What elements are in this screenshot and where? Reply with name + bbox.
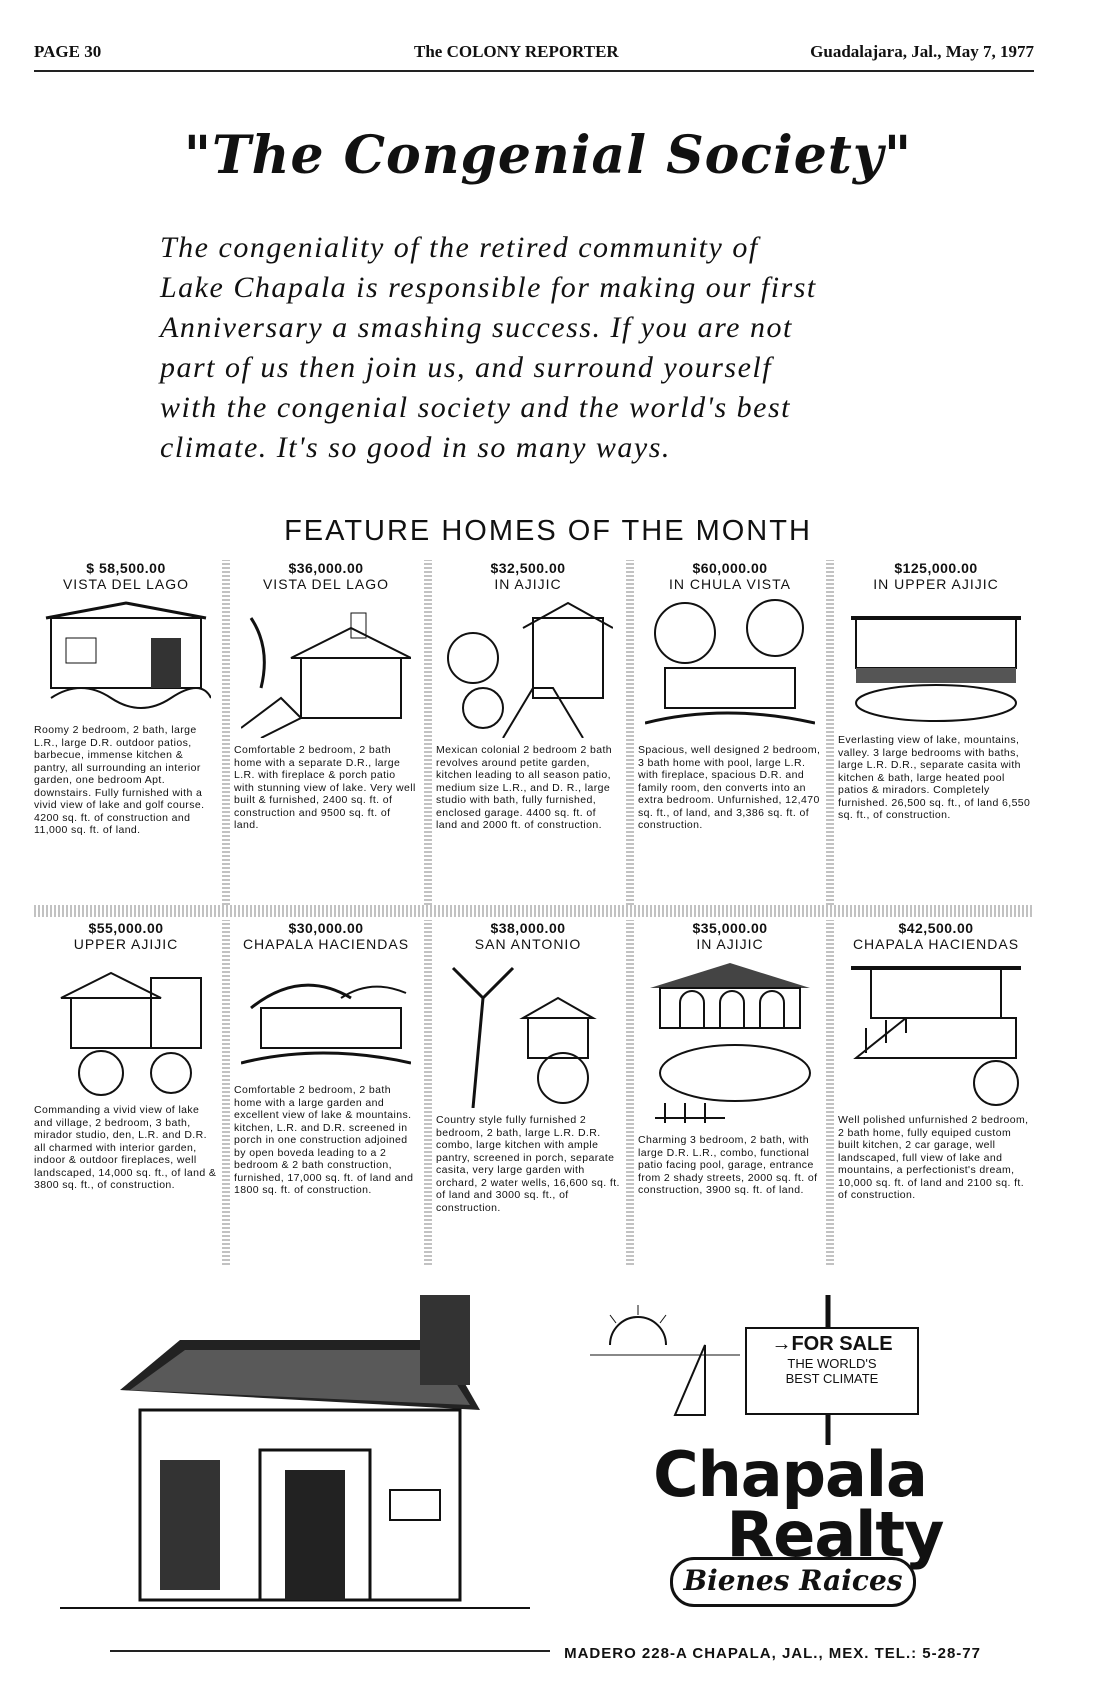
listing-location: IN CHULA VISTA: [669, 576, 791, 592]
column-divider: [424, 920, 432, 1265]
listing-description: Roomy 2 bedroom, 2 bath, large L.R., large D.R. outdoor patios, barbecue, immense kitchen & pantry, all surrounding an interior garden, one bedroom Apt. downstairs. Fully furnished with a vivid view of lake and golf course. 4200 sq. ft. of construction and 11,000 sq. ft. of land.: [34, 724, 205, 836]
header-rule: [34, 70, 1034, 72]
listing-description: Comfortable 2 bedroom, 2 bath home with a large garden and excellent view of lake & mountains. kitchen, L.R. and D.R. screened in porch in one construction adjoined by open boveda leading to a 2 bedroom & 2 bath construction, furnished, 17,000 sq. ft. of land and 1800 sq. ft. of construction.: [234, 1084, 414, 1196]
listing-card: [234, 920, 418, 1265]
listing-price: $35,000.00: [692, 920, 768, 936]
column-divider: [826, 920, 834, 1265]
listing-description: Well polished unfurnished 2 bedroom, 2 bath home, fully equiped custom built kitchen, 2 car garage, well landscaped, full view of lake and mountains, a perfectionist's dream, 10,000 sq. ft. of land and 2100 sq. ft. of construction.: [838, 1114, 1029, 1201]
column-divider: [222, 560, 230, 905]
listing-card: [436, 560, 620, 905]
page-number: PAGE 30: [34, 42, 102, 61]
listing-description: Charming 3 bedroom, 2 bath, with large D.R. L.R., combo, functional patio facing pool, garage, entrance from 2 shady streets, 2000 sq. ft. of construction, 3900 sq. ft. of land.: [638, 1134, 818, 1196]
listing-card: [436, 920, 620, 1265]
listing-price: $38,000.00: [490, 920, 566, 936]
house-sketch-image: [846, 958, 1026, 1108]
listing-location: IN AJIJIC: [494, 576, 562, 592]
listing-location: VISTA DEL LAGO: [262, 576, 390, 592]
listing-location: IN UPPER AJIJIC: [873, 576, 999, 592]
house-sketch-image: [645, 598, 815, 738]
brand-logo: [590, 1438, 990, 1571]
intro-paragraph: [160, 228, 930, 468]
dateline: Guadalajara, Jal., May 7, 1977: [810, 42, 1034, 61]
listing-location: CHAPALA HACIENDAS: [242, 936, 410, 952]
sign-line: BEST CLIMATE: [785, 1371, 879, 1386]
brand-name-line: Chapala: [653, 1438, 927, 1511]
house-sketch-image: [41, 598, 211, 718]
newspaper-name: The COLONY REPORTER: [414, 42, 619, 61]
intro-line: Anniversary a smashing success. If you are not: [160, 311, 793, 344]
listing-card: [234, 560, 418, 905]
column-divider: [626, 920, 634, 1265]
house-sketch-image: [241, 958, 411, 1078]
house-sketch-image: [241, 598, 411, 738]
house-sketch-image: [41, 958, 211, 1098]
intro-line: with the congenial society and the world's best: [160, 391, 792, 424]
house-sketch-image: [846, 598, 1026, 728]
realty-logo-block: [590, 1295, 990, 1595]
section-title: FEATURE HOMES OF THE MONTH: [284, 515, 812, 547]
listing-location: CHAPALA HACIENDAS: [852, 936, 1020, 952]
column-divider: [626, 560, 634, 905]
listing-card: [838, 920, 1034, 1265]
listing-price: $125,000.00: [894, 560, 978, 576]
for-sale-sign: [745, 1327, 919, 1415]
ad-headline: "The Congenial Society": [183, 125, 913, 186]
listing-card: [638, 920, 822, 1265]
listing-card: [838, 560, 1034, 905]
listing-description: Everlasting view of lake, mountains, valley. 3 large bedrooms with baths, large L.R. D.R., separate casita with kitchen & bath, large heated pool patios & miradors. Completely furnished. 26,500 sq. ft., of land 6,550 sq. ft., of construction.: [838, 734, 1031, 821]
masthead: [34, 42, 1034, 66]
listings-row-2: [34, 920, 1034, 1265]
listing-description: Country style fully furnished 2 bedroom, 2 bath, large L.R. D.R. combo, large kitchen with ample pantry, screened in porch, separate casita, very large garden with orchard, 2 water wells, 16,600 sq. ft. of land and 3000 sq. ft., of construction.: [436, 1114, 620, 1214]
listing-price: $42,500.00: [898, 920, 974, 936]
sign-line: THE WORLD'S: [787, 1356, 877, 1371]
intro-line: part of us then join us, and surround yourself: [160, 351, 773, 384]
row-divider: [34, 905, 1034, 917]
brand-name-line: Realty: [726, 1498, 944, 1571]
listings-row-1: [34, 560, 1034, 905]
intro-line: The congeniality of the retired community of: [160, 231, 759, 264]
listing-card: [34, 560, 218, 905]
column-divider: [424, 560, 432, 905]
listing-description: Spacious, well designed 2 bedroom, 3 bath home with pool, large L.R. with fireplace, spacious D.R. and family room, den converts into an extra bedroom. Unfurnished, 12,470 sq. ft., of land, and 3,386 sq. ft. of construction.: [638, 744, 821, 831]
listing-price: $30,000.00: [288, 920, 364, 936]
listing-location: IN AJIJIC: [696, 936, 764, 952]
house-sketch-image: [645, 958, 815, 1128]
listing-description: Comfortable 2 bedroom, 2 bath home with a separate D.R., large L.R. with fireplace & porch patio with stunning view of lake. Very well built & furnished, 2400 sq. ft. of construction and 9500 sq. ft. of land.: [234, 744, 416, 831]
listing-card: [638, 560, 822, 905]
office-building-sketch: [60, 1290, 530, 1620]
house-sketch-image: [443, 598, 613, 738]
column-divider: [826, 560, 834, 905]
intro-line: Lake Chapala is responsible for making our first: [160, 271, 817, 304]
for-sale-label: →FOR SALE: [771, 1333, 893, 1355]
listing-price: $36,000.00: [288, 560, 364, 576]
listing-card: [34, 920, 218, 1265]
listing-description: Mexican colonial 2 bedroom 2 bath revolves around petite garden, kitchen leading to all season patio, medium size L.R., and D. R., large studio with bath, fully furnished, enclosed garage. 4400 sq. ft. of land and 2000 ft. of construction.: [436, 744, 613, 831]
listing-price: $55,000.00: [88, 920, 164, 936]
brand-subtitle-badge: Bienes Raices: [670, 1557, 916, 1607]
intro-line: climate. It's so good in so many ways.: [160, 431, 671, 464]
listing-price: $32,500.00: [490, 560, 566, 576]
house-sketch-image: [443, 958, 613, 1108]
column-divider: [222, 920, 230, 1265]
listing-price: $60,000.00: [692, 560, 768, 576]
business-address: MADERO 228-A CHAPALA, JAL., MEX. TEL.: 5-28-77: [564, 1645, 981, 1662]
listing-location: SAN ANTONIO: [474, 936, 582, 952]
listing-price: $ 58,500.00: [86, 560, 166, 576]
listing-description: Commanding a vivid view of lake and village, 2 bedroom, 3 bath, mirador studio, den, L.R. and D.R. all charmed with interior garden, indoor & outdoor fireplaces, well landscaped, 14,000 sq. ft., of land & 3800 sq. ft., of construction.: [34, 1104, 217, 1191]
listing-location: VISTA DEL LAGO: [62, 576, 190, 592]
listing-location: UPPER AJIJIC: [73, 936, 179, 952]
